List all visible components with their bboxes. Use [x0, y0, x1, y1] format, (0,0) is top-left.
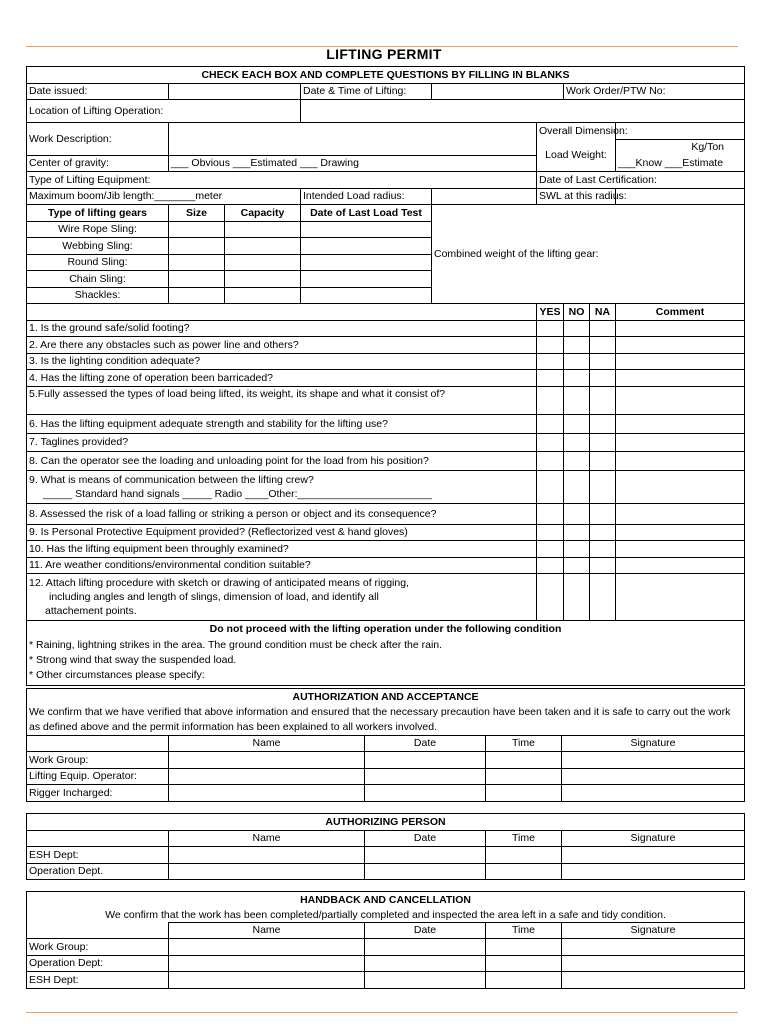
gear-item: Shackles:: [27, 287, 169, 304]
swl-field[interactable]: [616, 188, 745, 205]
checklist-question: 7. Taglines provided?: [27, 433, 537, 451]
gear-date-cell[interactable]: [301, 271, 432, 288]
work-description-label: Work Description:: [27, 123, 169, 156]
know-estimate-options[interactable]: ___Know ___Estimate: [616, 155, 745, 172]
time-cell[interactable]: [486, 972, 562, 989]
signature-cell[interactable]: [562, 752, 745, 769]
name-cell[interactable]: [169, 752, 365, 769]
authorizing-heading: AUTHORIZING PERSON: [27, 814, 745, 831]
yes-cell[interactable]: [537, 414, 564, 433]
name-cell[interactable]: [169, 768, 365, 785]
authorization-statement: We confirm that we have verified that above information and ensured that the necessary precaution have been taken and it is safe to carry out the work as defined above and the permit information has been explained to all workers involved.: [27, 705, 745, 736]
na-cell[interactable]: [590, 541, 616, 558]
date-time-lifting-field[interactable]: [432, 83, 564, 100]
handback-row-label: Work Group:: [27, 939, 169, 956]
checklist-header-blank: [27, 304, 537, 321]
na-cell[interactable]: [590, 557, 616, 574]
condition-item: * Raining, lightning strikes in the area. The ground condition must be check after the rain.: [29, 639, 443, 651]
signature-cell[interactable]: [562, 939, 745, 956]
col-time: Time: [486, 735, 562, 752]
auth-row-label: Work Group:: [27, 752, 169, 769]
col-signature: Signature: [562, 922, 745, 939]
procedure-line-3: attachement points.: [45, 605, 137, 617]
na-cell[interactable]: [590, 574, 616, 621]
checklist-question: 5.Fully assessed the types of load being lifted, its weight, its shape and what it consist of?: [27, 386, 537, 414]
handback-row-label: ESH Dept:: [27, 972, 169, 989]
signature-cell[interactable]: [562, 955, 745, 972]
date-issued-field[interactable]: [169, 83, 301, 100]
name-cell[interactable]: [169, 939, 365, 956]
col-date: Date: [365, 830, 486, 847]
combined-weight-label[interactable]: Combined weight of the lifting gear:: [432, 205, 745, 304]
yes-cell[interactable]: [537, 337, 564, 354]
col-signature: Signature: [562, 735, 745, 752]
comment-cell[interactable]: [616, 574, 745, 621]
condition-item[interactable]: * Other circumstances please specify:: [29, 669, 205, 681]
location-field[interactable]: [301, 100, 745, 123]
date-cell[interactable]: [365, 847, 486, 864]
no-cell[interactable]: [564, 451, 590, 470]
gear-capacity-cell[interactable]: [225, 238, 301, 255]
col-time: Time: [486, 830, 562, 847]
communication-options[interactable]: _____ Standard hand signals _____ Radio ____Other:_______________________: [43, 487, 432, 500]
name-cell[interactable]: [169, 972, 365, 989]
authorizing-row-label: ESH Dept:: [27, 847, 169, 864]
yes-cell[interactable]: [537, 451, 564, 470]
instructions-row: CHECK EACH BOX AND COMPLETE QUESTIONS BY FILLING IN BLANKS: [27, 67, 745, 84]
yes-cell[interactable]: [537, 557, 564, 574]
yes-cell[interactable]: [537, 433, 564, 451]
no-cell[interactable]: [564, 524, 590, 541]
swl-label: SWL at this radius:: [537, 188, 616, 205]
date-cell[interactable]: [365, 939, 486, 956]
na-cell[interactable]: [590, 370, 616, 387]
name-cell[interactable]: [169, 847, 365, 864]
yes-header: YES: [537, 304, 564, 321]
yes-cell[interactable]: [537, 524, 564, 541]
lifting-form-table: [26, 66, 745, 686]
gear-size-cell[interactable]: [169, 254, 225, 271]
gear-size-header: Size: [169, 205, 225, 222]
na-cell[interactable]: [590, 524, 616, 541]
col-signature: Signature: [562, 830, 745, 847]
gear-date-cell[interactable]: [301, 238, 432, 255]
na-cell[interactable]: [590, 470, 616, 503]
comment-cell[interactable]: [616, 557, 745, 574]
load-weight-label: Load Weight:: [537, 139, 616, 172]
authorization-heading: AUTHORIZATION AND ACCEPTANCE: [27, 689, 745, 705]
gear-size-cell[interactable]: [169, 271, 225, 288]
name-cell[interactable]: [169, 955, 365, 972]
handback-table: [26, 891, 745, 989]
date-time-lifting-label: Date & Time of Lifting:: [301, 83, 432, 100]
procedure-line-2: including angles and length of slings, dimension of load, and identify all: [49, 591, 379, 603]
comment-cell[interactable]: [616, 386, 745, 414]
checklist-question: 9. Is Personal Protective Equipment provided? (Reflectorized vest & hand gloves): [27, 524, 537, 541]
time-cell[interactable]: [486, 847, 562, 864]
checklist-question-communication: [27, 470, 537, 503]
col-date: Date: [365, 922, 486, 939]
gear-date-header: Date of Last Load Test: [301, 205, 432, 222]
checklist-question: 8. Assessed the risk of a load falling or striking a person or object and its consequence?: [27, 503, 537, 524]
time-cell[interactable]: [486, 785, 562, 802]
gear-size-cell[interactable]: [169, 221, 225, 238]
no-cell[interactable]: [564, 503, 590, 524]
center-of-gravity-label: Center of gravity:: [27, 155, 169, 172]
gear-capacity-cell[interactable]: [225, 221, 301, 238]
na-cell[interactable]: [590, 503, 616, 524]
authorizing-col-blank: [27, 830, 169, 847]
type-of-equipment-label[interactable]: Type of Lifting Equipment:: [27, 172, 537, 189]
time-cell[interactable]: [486, 955, 562, 972]
comment-cell[interactable]: [616, 470, 745, 503]
col-name: Name: [169, 830, 365, 847]
comment-cell[interactable]: [616, 451, 745, 470]
no-cell[interactable]: [564, 557, 590, 574]
checklist-question: 10. Has the lifting equipment been throughly examined?: [27, 541, 537, 558]
date-cell[interactable]: [365, 752, 486, 769]
signature-cell[interactable]: [562, 785, 745, 802]
col-date: Date: [365, 735, 486, 752]
gear-size-cell[interactable]: [169, 287, 225, 304]
condition-item: * Strong wind that sway the suspended load.: [29, 654, 237, 666]
checklist-question: 1. Is the ground safe/solid footing?: [27, 320, 537, 337]
na-cell[interactable]: [590, 414, 616, 433]
auth-row-label: Rigger Incharged:: [27, 785, 169, 802]
bottom-rule: [26, 1012, 738, 1013]
signature-cell[interactable]: [562, 768, 745, 785]
no-cell[interactable]: [564, 370, 590, 387]
max-boom-label[interactable]: Maximum boom/Jib length:_______meter: [27, 188, 301, 205]
time-cell[interactable]: [486, 939, 562, 956]
comment-cell[interactable]: [616, 370, 745, 387]
conditions-section: [27, 621, 745, 686]
gear-item: Wire Rope Sling:: [27, 221, 169, 238]
date-cell[interactable]: [365, 768, 486, 785]
gear-capacity-header: Capacity: [225, 205, 301, 222]
date-cell[interactable]: [365, 955, 486, 972]
checklist-question: 2. Are there any obstacles such as power line and others?: [27, 337, 537, 354]
yes-cell[interactable]: [537, 353, 564, 370]
yes-cell[interactable]: [537, 574, 564, 621]
intended-radius-label: Intended Load radius:: [301, 188, 432, 205]
gear-date-cell[interactable]: [301, 254, 432, 271]
procedure-line-1: 12. Attach lifting procedure with sketch or drawing of anticipated means of rigging,: [29, 577, 409, 589]
no-cell[interactable]: [564, 353, 590, 370]
location-label: Location of Lifting Operation:: [27, 100, 301, 123]
gear-capacity-cell[interactable]: [225, 254, 301, 271]
yes-cell[interactable]: [537, 386, 564, 414]
na-header: NA: [590, 304, 616, 321]
gear-item: Webbing Sling:: [27, 238, 169, 255]
checklist-question: 11. Are weather conditions/environmental condition suitable?: [27, 557, 537, 574]
no-cell[interactable]: [564, 541, 590, 558]
no-cell[interactable]: [564, 433, 590, 451]
handback-statement: We confirm that the work has been completed/partially completed and inspected the area left in a safe and tidy condition.: [27, 908, 745, 923]
na-cell[interactable]: [590, 433, 616, 451]
handback-heading: HANDBACK AND CANCELLATION: [27, 892, 745, 908]
gear-capacity-cell[interactable]: [225, 287, 301, 304]
comment-cell[interactable]: [616, 353, 745, 370]
date-cell[interactable]: [365, 863, 486, 880]
authorization-table: [26, 688, 745, 802]
overall-dimension-field[interactable]: [616, 123, 745, 140]
na-cell[interactable]: [590, 337, 616, 354]
checklist-question-procedure: [27, 574, 537, 621]
yes-cell[interactable]: [537, 320, 564, 337]
col-name: Name: [169, 735, 365, 752]
name-cell[interactable]: [169, 785, 365, 802]
authorizing-row-label: Operation Dept.: [27, 863, 169, 880]
checklist-question: 4. Has the lifting zone of operation been barricaded?: [27, 370, 537, 387]
cog-options[interactable]: ___ Obvious ___Estimated ___ Drawing: [169, 155, 537, 172]
yes-cell[interactable]: [537, 541, 564, 558]
auth-row-label: Lifting Equip. Operator:: [27, 768, 169, 785]
comment-header: Comment: [616, 304, 745, 321]
no-cell[interactable]: [564, 320, 590, 337]
authorizing-person-table: [26, 813, 745, 880]
no-cell[interactable]: [564, 386, 590, 414]
date-issued-label: Date issued:: [27, 83, 169, 100]
checklist-question: 8. Can the operator see the loading and unloading point for the load from his position?: [27, 451, 537, 470]
gear-capacity-cell[interactable]: [225, 271, 301, 288]
na-cell[interactable]: [590, 353, 616, 370]
checklist-question: 6. Has the lifting equipment adequate strength and stability for the lifting use?: [27, 414, 537, 433]
signature-cell[interactable]: [562, 847, 745, 864]
gear-item: Round Sling:: [27, 254, 169, 271]
auth-col-blank: [27, 735, 169, 752]
col-time: Time: [486, 922, 562, 939]
no-header: NO: [564, 304, 590, 321]
time-cell[interactable]: [486, 768, 562, 785]
overall-dimension-label: Overall Dimension:: [537, 123, 616, 140]
date-cell[interactable]: [365, 972, 486, 989]
no-cell[interactable]: [564, 337, 590, 354]
gear-date-cell[interactable]: [301, 221, 432, 238]
signature-cell[interactable]: [562, 972, 745, 989]
handback-row-label: Operation Dept:: [27, 955, 169, 972]
conditions-heading: Do not proceed with the lifting operation under the following condition: [209, 623, 562, 635]
no-cell[interactable]: [564, 414, 590, 433]
page-title: LIFTING PERMIT: [326, 46, 442, 62]
comment-cell[interactable]: [616, 503, 745, 524]
gear-size-cell[interactable]: [169, 238, 225, 255]
date-cell[interactable]: [365, 785, 486, 802]
na-cell[interactable]: [590, 451, 616, 470]
comment-cell[interactable]: [616, 320, 745, 337]
comment-cell[interactable]: [616, 541, 745, 558]
comment-cell[interactable]: [616, 524, 745, 541]
signature-cell[interactable]: [562, 863, 745, 880]
no-cell[interactable]: [564, 574, 590, 621]
time-cell[interactable]: [486, 863, 562, 880]
yes-cell[interactable]: [537, 470, 564, 503]
yes-cell[interactable]: [537, 503, 564, 524]
comment-cell[interactable]: [616, 337, 745, 354]
work-order-label[interactable]: Work Order/PTW No:: [564, 83, 745, 100]
communication-question: 9. What is means of communication between the lifting crew?: [29, 473, 314, 486]
date-last-cert-label[interactable]: Date of Last Certification:: [537, 172, 745, 189]
no-cell[interactable]: [564, 470, 590, 503]
checklist-question: 3. Is the lighting condition adequate?: [27, 353, 537, 370]
intended-radius-field[interactable]: [432, 188, 537, 205]
na-cell[interactable]: [590, 386, 616, 414]
comment-cell[interactable]: [616, 414, 745, 433]
gear-item: Chain Sling:: [27, 271, 169, 288]
name-cell[interactable]: [169, 863, 365, 880]
comment-cell[interactable]: [616, 433, 745, 451]
yes-cell[interactable]: [537, 370, 564, 387]
gear-date-cell[interactable]: [301, 287, 432, 304]
handback-col-blank: [27, 922, 169, 939]
kg-ton-label: Kg/Ton: [616, 139, 745, 155]
col-name: Name: [169, 922, 365, 939]
time-cell[interactable]: [486, 752, 562, 769]
work-description-field[interactable]: [169, 123, 537, 156]
na-cell[interactable]: [590, 320, 616, 337]
gear-type-header: Type of lifting gears: [27, 205, 169, 222]
